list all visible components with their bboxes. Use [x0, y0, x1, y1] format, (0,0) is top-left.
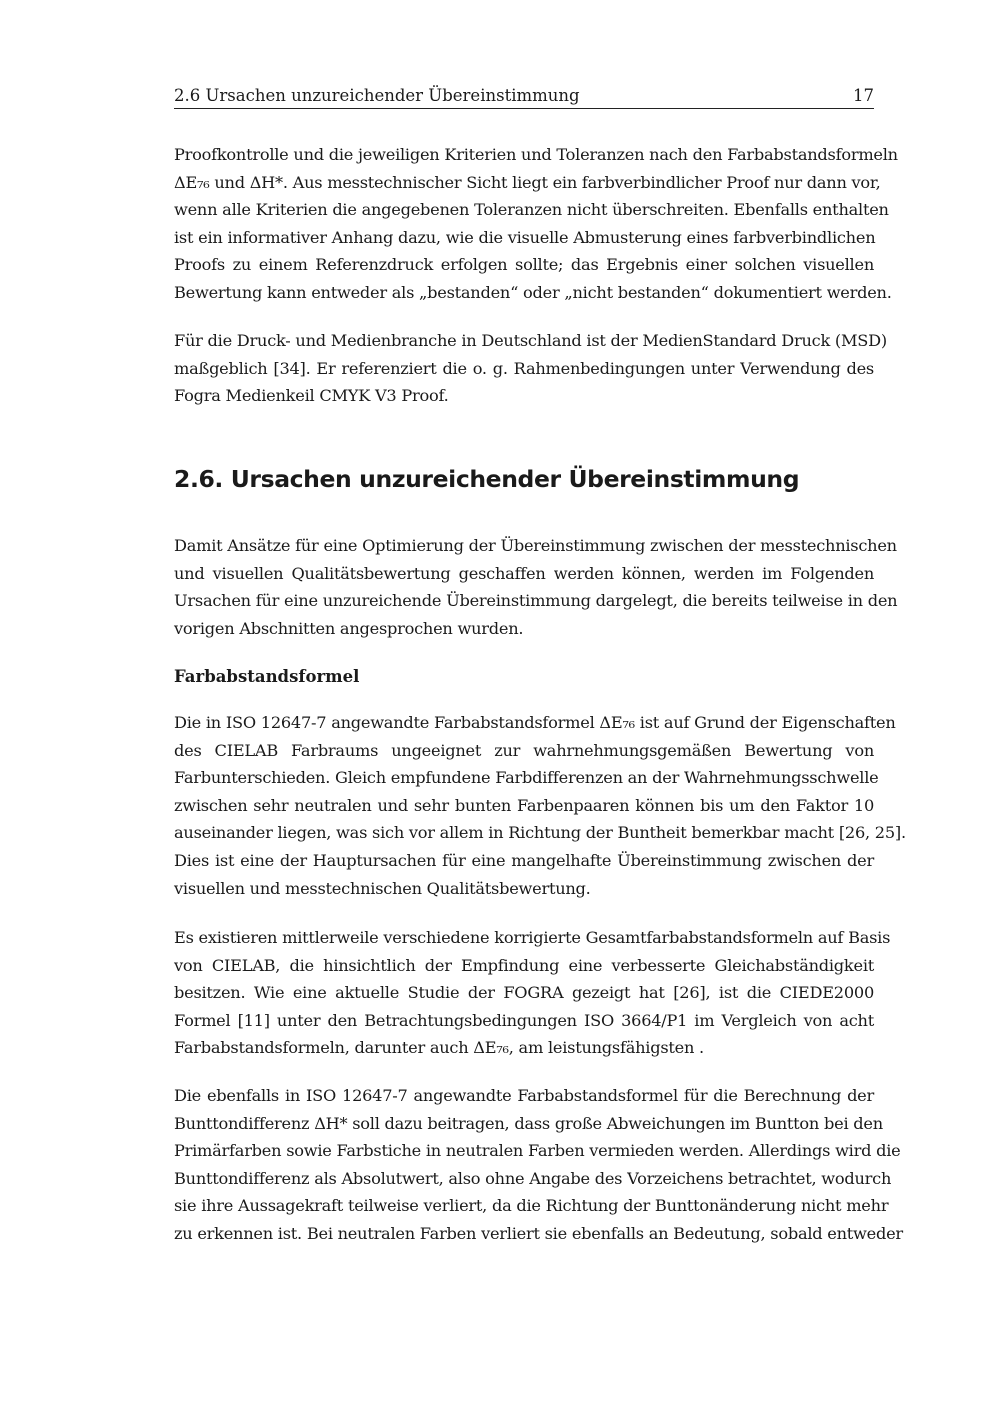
text-line: Proofs zu einem Referenzdruck erfolgen sollte; das Ergebnis einer solchen visuellen [174, 255, 874, 275]
paragraph-delta-h [174, 1082, 903, 1248]
subsection-heading: Farbabstandsformel [174, 667, 360, 686]
text-line: wenn alle Kriterien die angegebenen Toleranzen nicht überschreiten. Ebenfalls enthalten [174, 200, 889, 220]
text-line: Farbunterschieden. Gleich empfundene Farbdifferenzen an der Wahrnehmungsschwelle [174, 768, 879, 788]
text-line: auseinander liegen, was sich vor allem in Richtung der Buntheit bemerkbar macht [26, 25]. [174, 823, 906, 843]
text-line: Primärfarben sowie Farbstiche in neutralen Farben vermieden werden. Allerdings wird die [174, 1141, 901, 1161]
text-line: Bewertung kann entweder als „bestanden“ oder „nicht bestanden“ dokumentiert werden. [174, 282, 892, 302]
page-number: 17 [853, 86, 874, 105]
text-line: von CIELAB, die hinsichtlich der Empfindung eine verbesserte Gleichabständigkeit [174, 955, 874, 975]
text-line: des CIELAB Farbraums ungeeignet zur wahrnehmungsgemäßen Bewertung von [174, 740, 874, 760]
text-line: besitzen. Wie eine aktuelle Studie der FOGRA gezeigt hat [26], ist die CIEDE2000 [174, 983, 874, 1003]
text-line: vorigen Abschnitten angesprochen wurden. [174, 618, 524, 638]
text-line: Bunttondifferenz als Absolutwert, also ohne Angabe des Vorzeichens betrachtet, wodurch [174, 1168, 892, 1188]
text-line: Formel [11] unter den Betrachtungsbedingungen ISO 3664/P1 im Vergleich von acht [174, 1010, 874, 1030]
text-line: ΔE₇₆ und ΔH*. Aus messtechnischer Sicht liegt ein farbverbindlicher Proof nur dann vor, [174, 172, 881, 192]
text-line: zwischen sehr neutralen und sehr bunten Farbenpaaren können bis um den Faktor 10 [174, 795, 874, 815]
running-title: 2.6 Ursachen unzureichender Übereinstimmung [174, 86, 580, 105]
text-line: Für die Druck- und Medienbranche in Deutschland ist der MedienStandard Druck (MSD) [174, 331, 887, 350]
text-line: Proofkontrolle und die jeweiligen Kriterien und Toleranzen nach den Farbabstandsformeln [174, 145, 898, 164]
text-line: maßgeblich [34]. Er referenziert die o. g. Rahmenbedingungen unter Verwendung des [174, 358, 874, 378]
text-line: Ursachen für eine unzureichende Übereinstimmung dargelegt, die bereits teilweise in den [174, 591, 898, 611]
text-line: ist ein informativer Anhang dazu, wie die visuelle Abmusterung eines farbverbindlichen [174, 227, 876, 247]
text-line: sie ihre Aussagekraft teilweise verliert, da die Richtung der Bunttonänderung nicht mehr [174, 1196, 889, 1216]
text-line: Die ebenfalls in ISO 12647-7 angewandte Farbabstandsformel für die Berechnung der [174, 1086, 874, 1105]
paragraph-delta-e76 [174, 709, 906, 902]
text-line: zu erkennen ist. Bei neutralen Farben verliert sie ebenfalls an Bedeutung, sobald entweder [174, 1223, 903, 1243]
text-line: Es existieren mittlerweile verschiedene korrigierte Gesamtfarbabstandsformeln auf Basis [174, 928, 891, 947]
text-line: Dies ist eine der Hauptursachen für eine mangelhafte Übereinstimmung zwischen der [174, 850, 874, 870]
text-line: und visuellen Qualitätsbewertung geschaffen werden können, werden im Folgenden [174, 563, 874, 583]
paragraph-msd [174, 327, 887, 410]
text-line: Die in ISO 12647-7 angewandte Farbabstandsformel ΔE₇₆ ist auf Grund der Eigenschaften [174, 713, 896, 732]
text-line: Farbabstandsformeln, darunter auch ΔE₇₆, am leistungsfähigsten . [174, 1038, 704, 1058]
section-heading: 2.6. Ursachen unzureichender Übereinstimmung [174, 465, 800, 493]
text-line: visuellen und messtechnischen Qualitätsbewertung. [174, 878, 591, 898]
text-line: Fogra Medienkeil CMYK V3 Proof. [174, 386, 449, 406]
paragraph-intro [174, 532, 898, 642]
text-line: Damit Ansätze für eine Optimierung der Übereinstimmung zwischen der messtechnischen [174, 536, 897, 555]
paragraph-proof-criteria [174, 141, 898, 307]
paragraph-ciede2000 [174, 924, 891, 1062]
text-line: Bunttondifferenz ΔH* soll dazu beitragen, dass große Abweichungen im Buntton bei den [174, 1113, 883, 1133]
running-header [174, 84, 874, 109]
